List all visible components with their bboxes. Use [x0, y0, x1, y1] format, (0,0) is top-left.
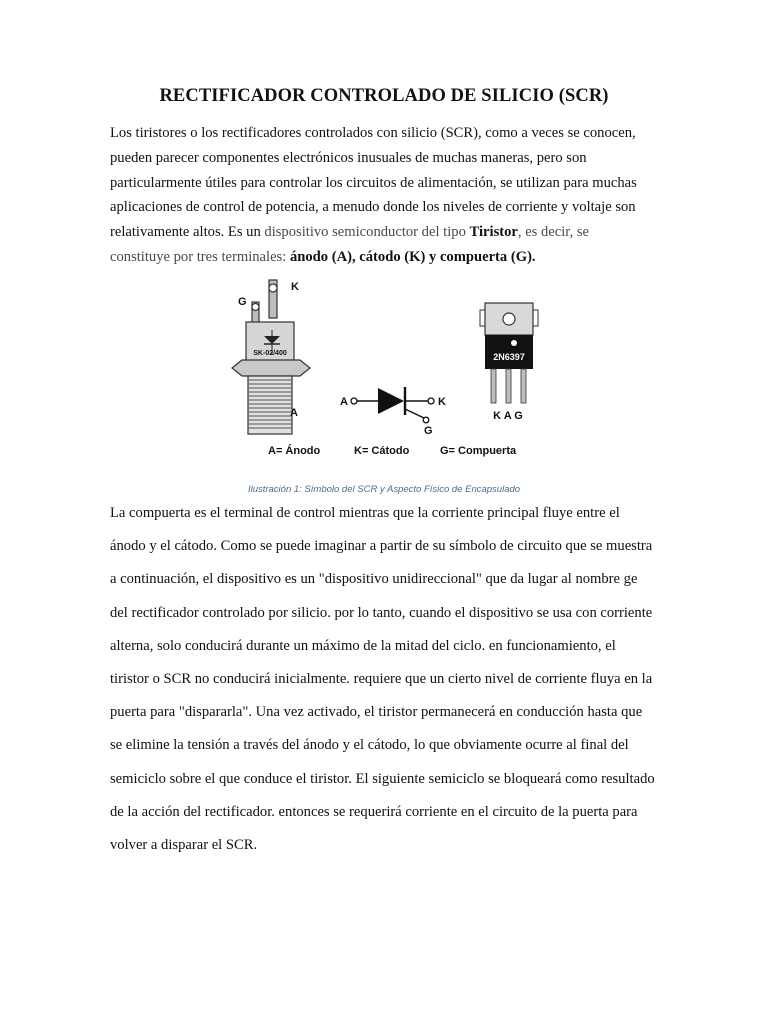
- intro-text-2: dispositivo semiconductor del tipo: [264, 224, 470, 241]
- body-paragraph: La compuerta es el terminal de control mientras que la corriente principal fluye entre el ánodo y el cátodo. Como se puede imaginar a partir de su símbolo de circuito que se muestra a continuación, el dispositivo es un "dispositivo unidireccional" que da lugar al nombre ge del rectificador controlado por silicio. por lo tanto, cuando el dispositivo se usa con corriente alterna, solo conducirá durante un máximo de la mitad del ciclo. en funcionamiento, el tiristor o SCR no conducirá inicialmente. requiere que un cierto nivel de corriente fluya en la puerta para "dispararla". Una vez activado, el tiristor permanecerá en conducción hasta que se elimine la tensión a través del ánodo y el cátodo, lo que obviamente ocurre al final del semiciclo sobre el que conduce el tiristor. El siguiente semiciclo se bloqueará como resultado de la acción del rectificador. entonces se requerirá corriente en el circuito de la puerta para volver a disparar el SCR.: [110, 505, 655, 854]
- stud-part-label: SK-02/400: [253, 350, 287, 357]
- legend-compuerta: G= Compuerta: [440, 445, 517, 457]
- to220-pin-labels: K A G: [493, 410, 523, 422]
- symbol-label-g: G: [424, 425, 433, 437]
- page-title: RECTIFICADOR CONTROLADO DE SILICIO (SCR): [159, 86, 609, 106]
- symbol-label-a: A: [340, 396, 348, 408]
- intro-bold-terminals: ánodo (A), cátodo (K) y compuerta (G).: [289, 248, 536, 265]
- intro-bold-tiristor: Tiristor: [469, 224, 518, 241]
- intro-paragraph: [110, 121, 650, 270]
- symbol-label-k: K: [438, 396, 446, 408]
- stud-label-g: G: [238, 296, 247, 308]
- intro-text-1: Los tiristores o los rectificadores controlados con silicio (SCR), como a veces se conocen, pueden parecer componentes electrónicos inusuales de muchas maneras, pero son particularmente útiles para controlar los circuitos de alimentación, se utilizan para muchas aplicaciones de control de potencia, a menudo donde los niveles de corriente y voltaje son relativamente altos. Es un: [110, 125, 637, 241]
- stud-label-a: A: [290, 407, 298, 419]
- legend-catodo: K= Cátodo: [354, 445, 410, 457]
- scr-illustration: [228, 276, 540, 464]
- intro-text-4: , es decir, se constituye por tres terminales:: [110, 224, 590, 265]
- to220-part-label: 2N6397: [493, 352, 525, 362]
- legend-anodo: A= Ánodo: [268, 445, 321, 457]
- figure-caption: Ilustración 1: Símbolo del SCR y Aspecto Físico de Encapsulado: [247, 484, 521, 495]
- stud-label-k: K: [291, 281, 299, 293]
